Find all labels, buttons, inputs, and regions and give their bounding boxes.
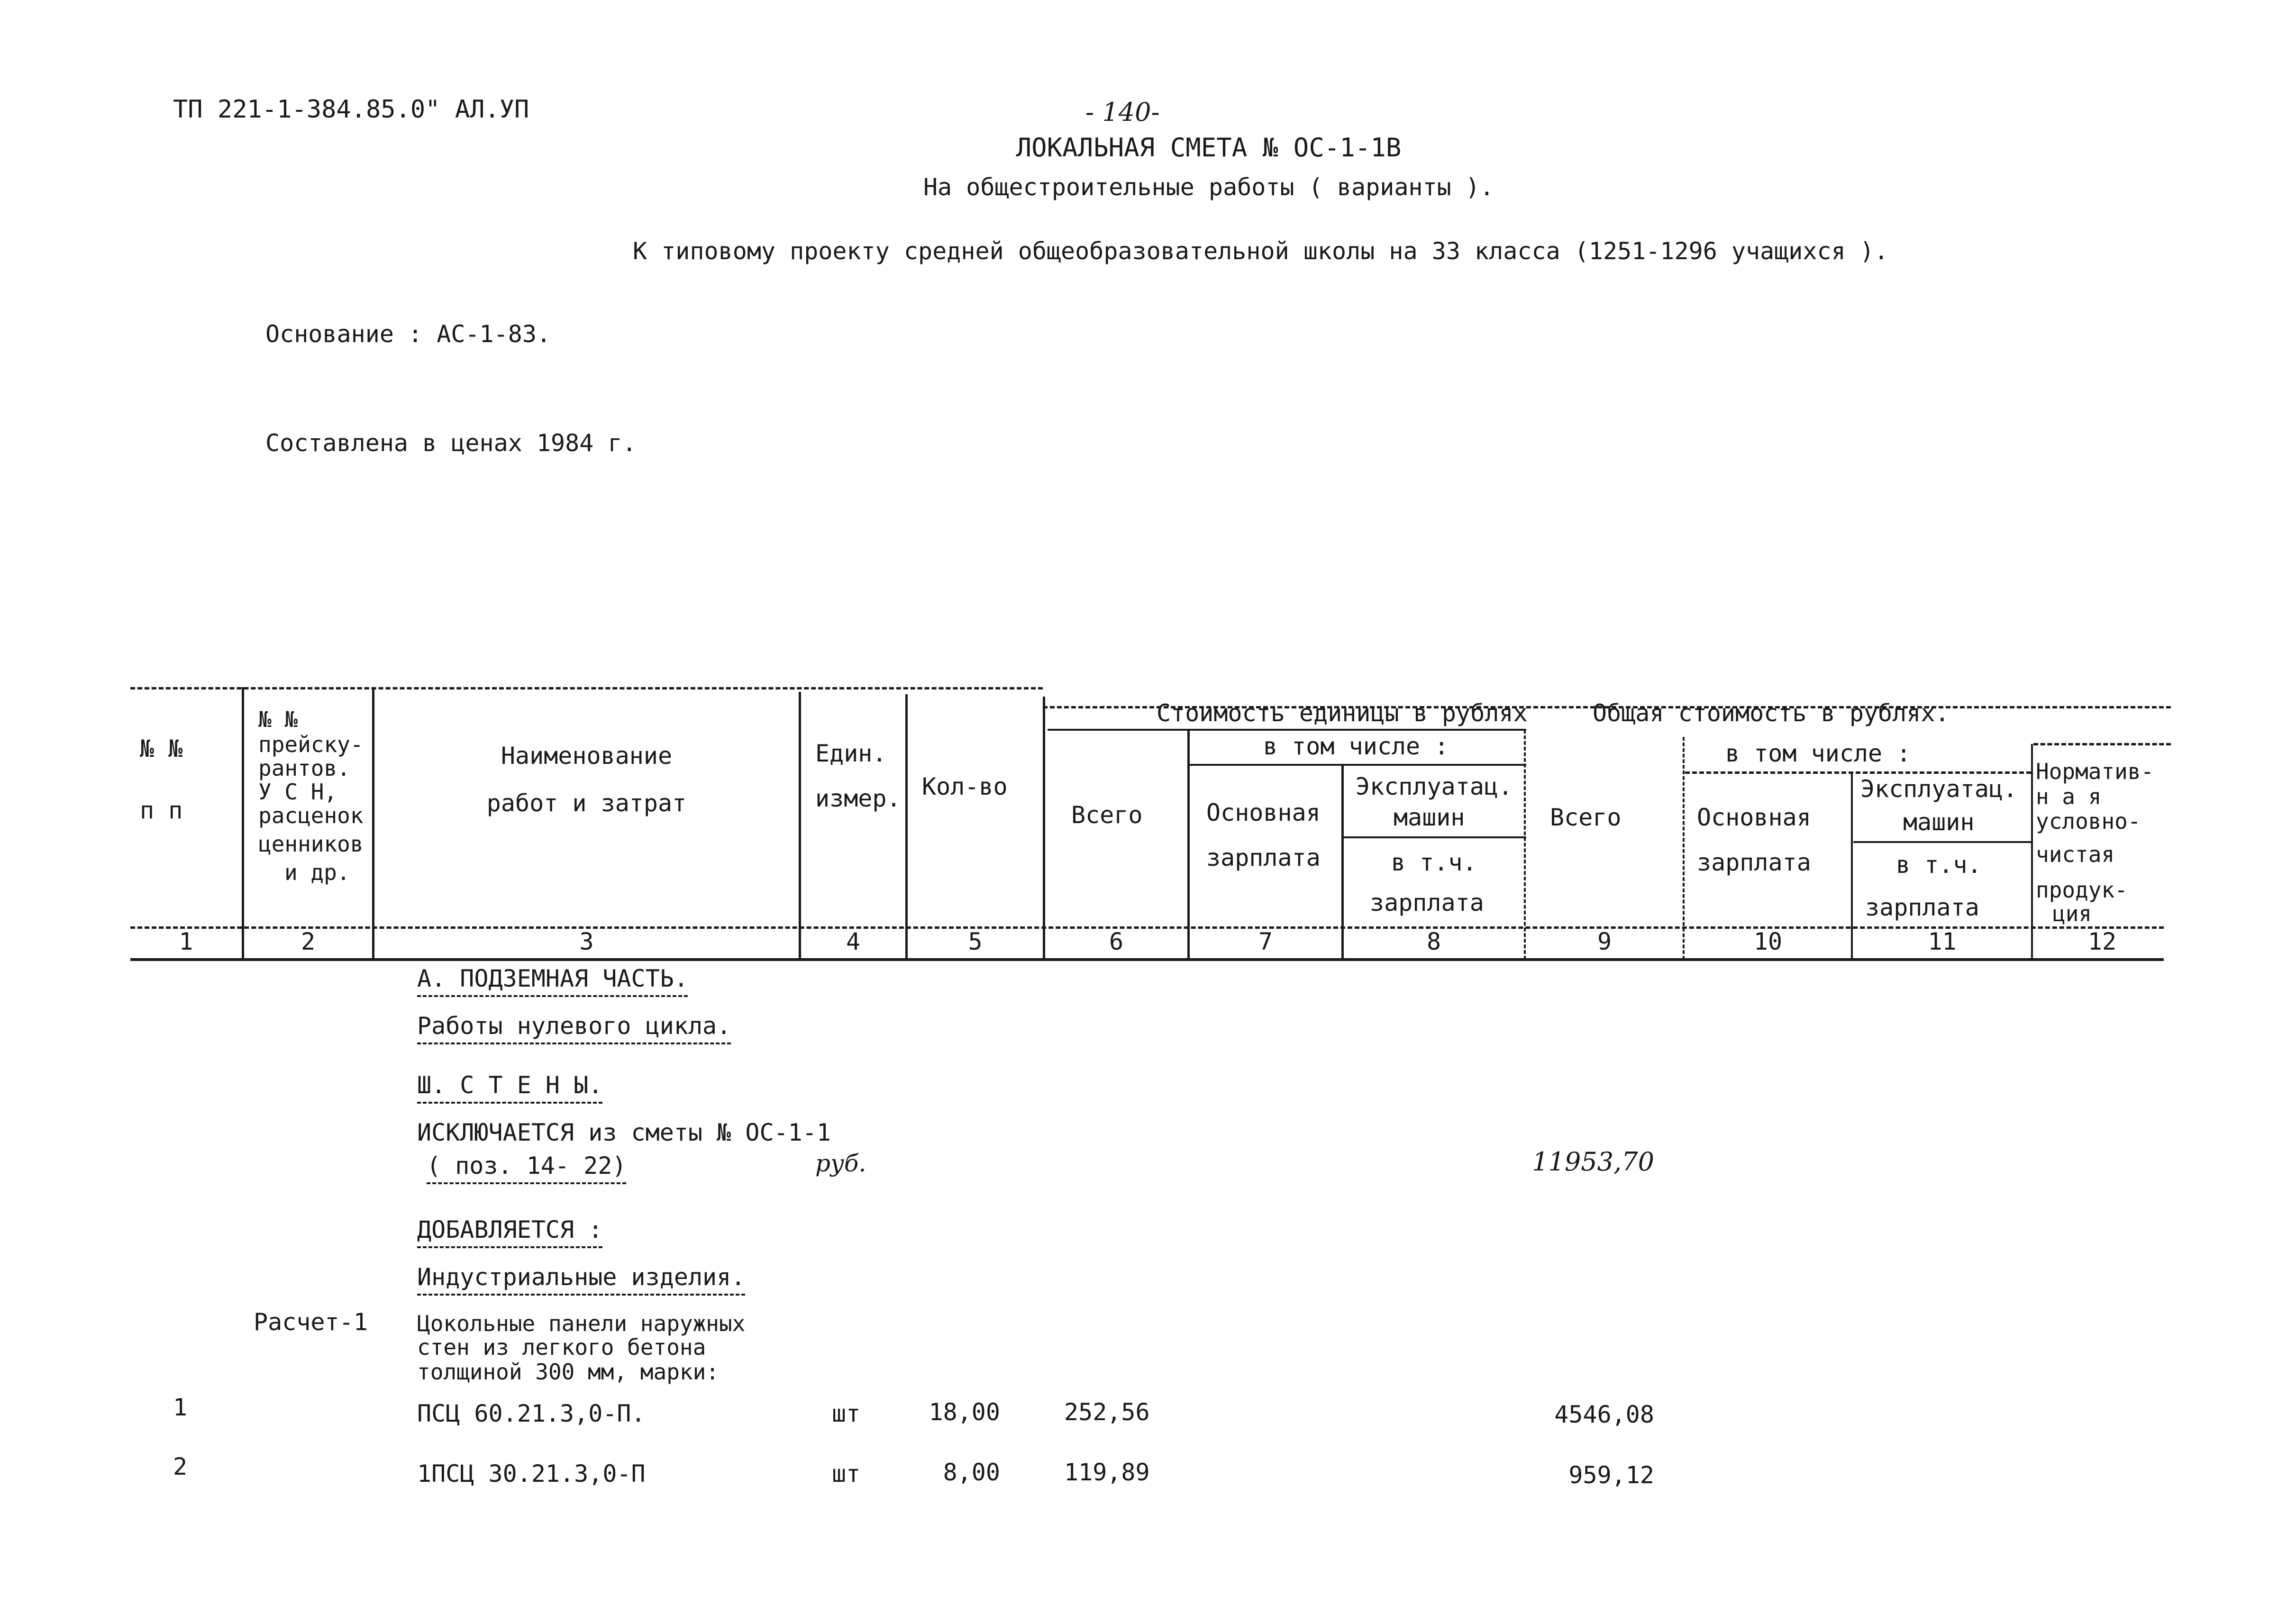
col-divider-3 xyxy=(799,692,801,960)
col-divider-2 xyxy=(372,687,374,960)
header-unit-osnovnaya-l2: зарплата xyxy=(1206,844,1321,871)
header-total-ekspl-l2: машин xyxy=(1903,808,1975,836)
header-unit-cost-group: Стоимость единицы в рублях xyxy=(1157,699,1528,727)
col-divider-11 xyxy=(2031,744,2033,960)
header-norm-l1: Норматив- xyxy=(2036,759,2154,784)
row-item-name: ПСЦ 60.21.3,0-П. xyxy=(417,1400,646,1427)
page-number: - 140- xyxy=(1085,97,1160,127)
col-number-2: 2 xyxy=(301,928,316,955)
header-name-l2: работ и затрат xyxy=(486,789,687,817)
excluded-total: 11953,70 xyxy=(1532,1147,1654,1177)
header-total-osnovnaya-l1: Основная xyxy=(1697,804,1811,831)
col-number-12: 12 xyxy=(2087,928,2117,955)
header-pricelist-l3: рантов. xyxy=(258,755,350,781)
section-underground: А. ПОДЗЕМНАЯ ЧАСТЬ. xyxy=(417,965,688,992)
col-number-6: 6 xyxy=(1109,928,1124,955)
row-quantity: 18,00 xyxy=(929,1398,1000,1426)
col-number-8: 8 xyxy=(1426,928,1441,955)
header-unit-vsego: Всего xyxy=(1071,801,1143,829)
col-divider-10 xyxy=(1851,772,1853,960)
document-code: ТП 221-1-384.85.0" АЛ.УП xyxy=(173,95,529,124)
col-divider-5 xyxy=(1043,697,1045,960)
header-total-incl-wage-l2: зарплата xyxy=(1865,894,1979,921)
prices-line: Составлена в ценах 1984 г. xyxy=(265,429,637,457)
header-unit-incl: в том числе : xyxy=(1263,733,1449,760)
colnum-rule-bottom xyxy=(130,958,2164,961)
header-qty: Кол-во xyxy=(922,773,1008,800)
item-description-l2: стен из легкого бетона xyxy=(417,1334,706,1360)
header-unit-osnovnaya-l1: Основная xyxy=(1206,799,1321,826)
header-unit-l1: Един. xyxy=(815,740,887,767)
header-norm-l5: продук- xyxy=(2036,877,2128,903)
header-total-cost-group: Общая стоимость в рублях. xyxy=(1593,699,1950,727)
header-norm-l2: н а я xyxy=(2036,784,2102,809)
added-label: ДОБАВЛЯЕТСЯ : xyxy=(417,1216,603,1243)
header-pricelist-l1: № № xyxy=(258,707,298,732)
section-zero-cycle: Работы нулевого цикла. xyxy=(417,1012,731,1040)
col-divider-9 xyxy=(1683,737,1685,960)
header-unit-incl-wage-l1: в т.ч. xyxy=(1391,849,1477,876)
row-number: 1 xyxy=(173,1394,188,1421)
row-unit-price: 119,89 xyxy=(1064,1459,1150,1486)
header-total-osnovnaya-l2: зарплата xyxy=(1697,849,1811,876)
project-line: К типовому проекту средней общеобразовательной школы на 33 класса (1251-1296 учащихся ). xyxy=(633,237,1889,265)
col-divider-4 xyxy=(905,694,908,960)
col-number-9: 9 xyxy=(1597,928,1612,955)
row-quantity: 8,00 xyxy=(943,1459,1000,1486)
row-total: 959,12 xyxy=(1568,1461,1654,1489)
row-unit-price: 252,56 xyxy=(1064,1398,1150,1426)
excluded-line-1: ИСКЛЮЧАЕТСЯ из сметы № ОС-1-1 xyxy=(417,1119,831,1146)
row-number: 2 xyxy=(173,1453,188,1480)
header-pp-label: п п xyxy=(140,797,183,824)
table-top-border-left xyxy=(130,687,1043,689)
header-norm-l3: условно- xyxy=(2036,808,2141,834)
header-name-l1: Наименование xyxy=(501,742,673,770)
col-divider-1 xyxy=(242,687,244,960)
ekspl-rule-right xyxy=(1853,841,2031,843)
header-pricelist-l4: У С Н, xyxy=(258,779,337,805)
incl-rule-left xyxy=(1190,764,1526,766)
unit-cost-rule xyxy=(1048,729,1526,731)
excluded-unit: руб. xyxy=(815,1150,866,1177)
col-number-7: 7 xyxy=(1258,928,1273,955)
estimate-title: ЛОКАЛЬНАЯ СМЕТА № ОС-1-1В xyxy=(1016,133,1402,163)
basis-line: Основание : АС-1-83. xyxy=(265,320,551,348)
row-unit: шт xyxy=(832,1400,861,1427)
header-total-ekspl-l1: Эксплуатац. xyxy=(1860,775,2018,803)
header-unit-incl-wage-l2: зарплата xyxy=(1370,889,1484,916)
col-number-4: 4 xyxy=(846,928,861,955)
col-number-5: 5 xyxy=(968,928,983,955)
col-number-11: 11 xyxy=(1928,928,1957,955)
header-total-incl: в том числе : xyxy=(1725,740,1911,767)
header-total-vsego: Всего xyxy=(1550,804,1622,831)
header-pricelist-l2: прейску- xyxy=(258,732,364,757)
header-pricelist-l5: расценок xyxy=(258,803,364,828)
section-walls: Ш. С Т Е Н Ы. xyxy=(417,1071,603,1099)
header-unit-l2: измер. xyxy=(815,785,901,812)
item-description-l1: Цокольные панели наружных xyxy=(417,1311,746,1336)
colnum-rule-top xyxy=(130,926,2164,929)
row-unit: шт xyxy=(832,1460,861,1487)
header-pricelist-l7: и др. xyxy=(284,860,350,885)
industrial-products: Индустриальные изделия. xyxy=(417,1263,746,1291)
col-divider-6 xyxy=(1187,730,1190,960)
header-total-incl-wage-l1: в т.ч. xyxy=(1896,851,1982,879)
header-norm-l4: чистая xyxy=(2036,842,2115,867)
header-num-label: № № xyxy=(140,735,183,762)
header-unit-ekspl-l1: Эксплуатац. xyxy=(1356,773,1513,800)
calc-reference: Расчет-1 xyxy=(254,1308,368,1336)
item-description-l3: толщиной 300 мм, марки: xyxy=(417,1359,719,1385)
incl-rule-right xyxy=(1685,771,2031,774)
excluded-line-2: ( поз. 14- 22) xyxy=(427,1152,627,1179)
row-total: 4546,08 xyxy=(1554,1401,1654,1428)
ekspl-rule-left xyxy=(1344,836,1526,838)
header-pricelist-l6: ценников xyxy=(258,831,364,857)
col-divider-8 xyxy=(1524,730,1526,960)
estimate-subtitle: На общестроительные работы ( варианты ). xyxy=(923,173,1494,201)
col-number-1: 1 xyxy=(179,928,193,955)
row-item-name: 1ПСЦ 30.21.3,0-П xyxy=(417,1460,646,1487)
col-number-10: 10 xyxy=(1753,928,1783,955)
norm-top-rule xyxy=(2033,743,2171,745)
header-norm-l6: ция xyxy=(2052,901,2092,926)
header-unit-ekspl-l2: машин xyxy=(1394,804,1465,831)
col-number-3: 3 xyxy=(579,928,594,955)
